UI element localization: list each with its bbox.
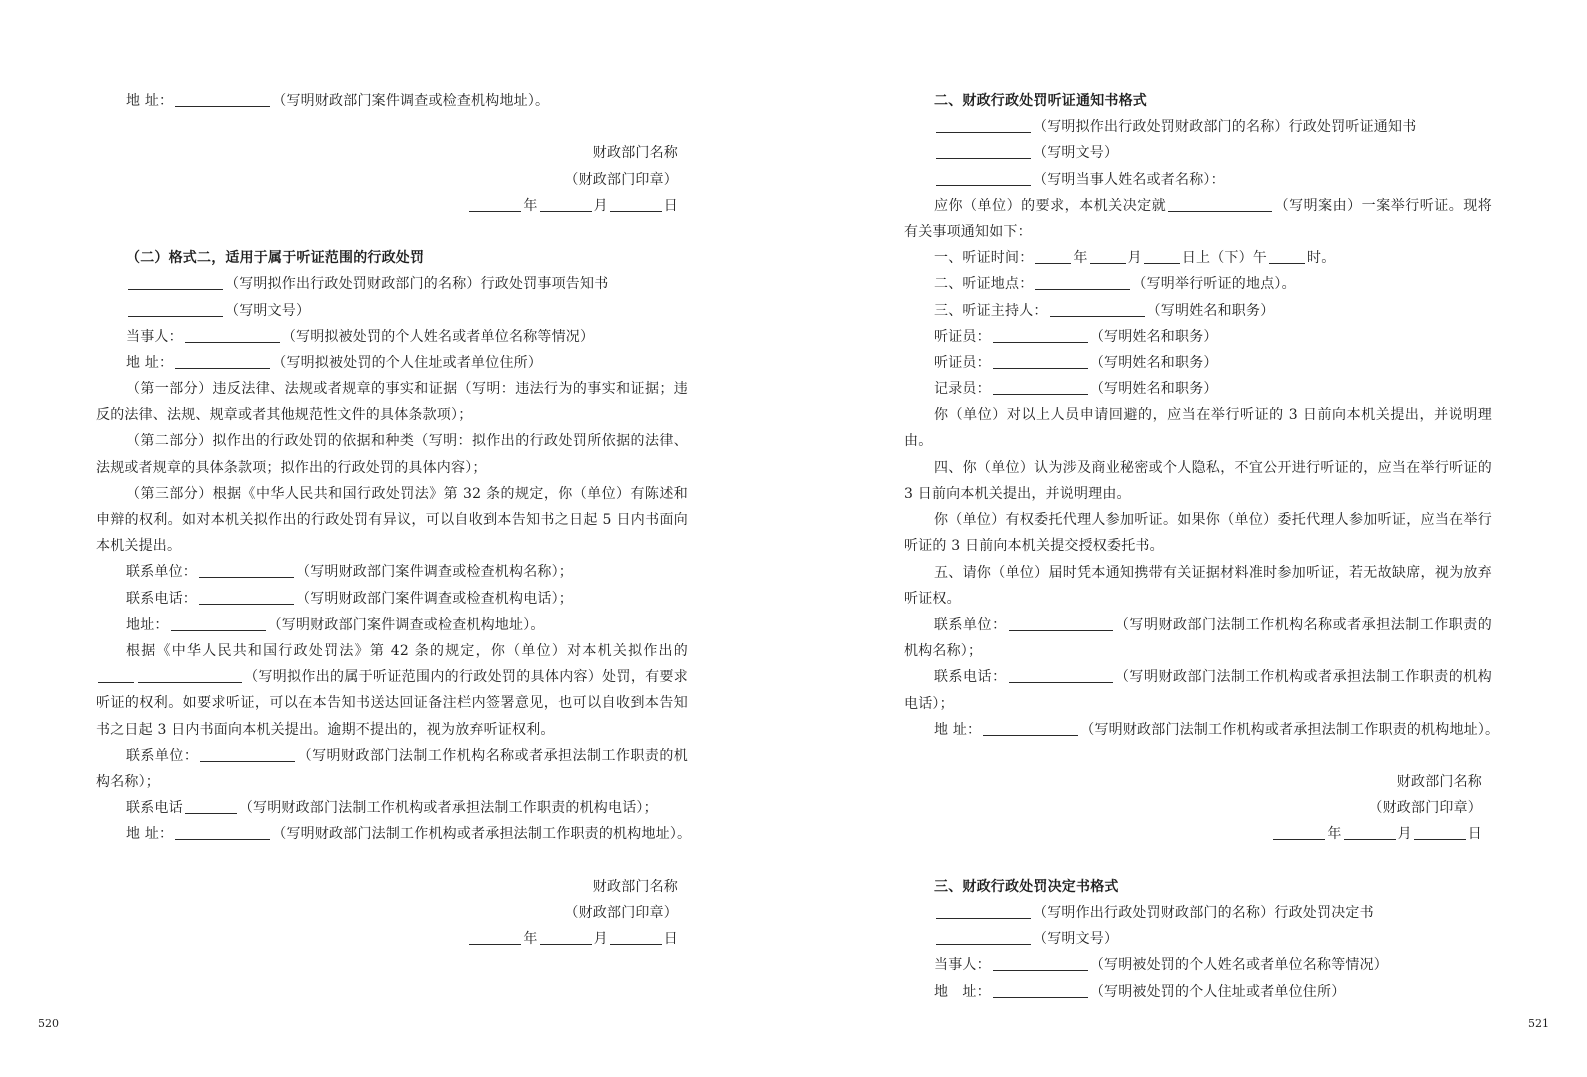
notice-heading: 二、财政行政处罚听证通知书格式 <box>934 93 1147 109</box>
format2-address1: 地址： （写明财政部门案件调查或检查机构地址）。 <box>126 616 545 633</box>
notice-item4: 四、你（单位）认为涉及商业秘密或个人隐私，不宜公开进行听证的，应当在举行听证的 3 日前向本机关提出，并说明理由。 <box>904 459 1492 502</box>
notice-item3-host: 三、听证主持人： （写明姓名和职务） <box>934 302 1275 319</box>
notice-signature-org: 财政部门名称 <box>1396 774 1482 791</box>
right-column <box>904 88 1500 1005</box>
blank-field <box>175 92 270 107</box>
notice-party-line: （写明当事人姓名或者名称）： <box>904 167 1492 193</box>
address-line: 地 址： （写明财政部门案件调查或检查机构地址）。 <box>126 93 550 109</box>
format2-part3: （第三部分）根据《中华人民共和国行政处罚法》第 32 条的规定，你（单位）有陈述和申辩的权利。如对本机关拟作出的行政处罚有异议，可以自收到本告知书之日起 5 日内书面向本机关提出。 <box>96 485 688 555</box>
notice-signature-date: 年 月 日 <box>904 821 1492 847</box>
signature-org: 财政部门名称 <box>592 145 678 162</box>
format2-signature-date: 年 月 日 <box>96 926 688 952</box>
format2-signature-org: 财政部门名称 <box>592 878 678 895</box>
page-number-left: 520 <box>38 1017 59 1030</box>
decision-address-line: 地 址： （写明被处罚的个人住址或者单位住所） <box>934 983 1346 1000</box>
decision-heading: 三、财政行政处罚决定书格式 <box>934 878 1119 895</box>
format2-title-line: （写明拟作出行政处罚财政部门的名称）行政处罚事项告知书 <box>96 271 688 297</box>
decision-docno-line: （写明文号） <box>904 926 1492 952</box>
format2-phone1: 联系电话： （写明财政部门案件调查或检查机构电话）； <box>126 590 573 607</box>
notice-title-line: （写明拟作出行政处罚财政部门的名称）行政处罚听证通知书 <box>904 114 1492 140</box>
left-page <box>0 0 793 1077</box>
format2-hearing-paragraph: 根据《中华人民共和国行政处罚法》第 42 条的规定，你（单位）对本机关拟作出的（写明拟作出的属于听证范围内的行政处罚的具体内容）处罚，有要求听证的权利。如要求听证，可以在本告知书送达回证备注栏内签署意见，也可以自收到本告知书之日起 3 日内书面向本机关提出。逾期不提出的，视为放弃听证权利。 <box>96 643 688 738</box>
format2-part2: （第二部分）拟作出的行政处罚的依据和种类（写明：拟作出的行政处罚所依据的法律、法规或者规章的具体条款项；拟作出的行政处罚的具体内容）； <box>96 433 688 476</box>
signature-date: 年 月 日 <box>96 193 688 219</box>
notice-member1: 听证员： （写明姓名和职务） <box>934 328 1218 345</box>
notice-address: 地 址： （写明财政部门法制工作机构或者承担法制工作职责的机构地址）。 <box>934 721 1500 738</box>
signature-seal: （财政部门印章） <box>564 171 678 188</box>
notice-intro: 应你（单位）的要求，本机关决定就 （写明案由）一案举行听证。现将有关事项通知如下： <box>904 197 1493 240</box>
notice-phone: 联系电话： （写明财政部门法制工作机构或者承担法制工作职责的机构电话）； <box>904 669 1493 712</box>
notice-item5: 五、请你（单位）届时凭本通知携带有关证据材料准时参加听证，若无故缺席，视为放弃听证权。 <box>904 564 1492 607</box>
notice-item2-place: 二、听证地点： （写明举行听证的地点）。 <box>934 276 1296 293</box>
notice-item1-time: 一、听证时间： 年 月 日上（下）午 时。 <box>934 250 1336 267</box>
format2-address2: 地 址： （写明财政部门法制工作机构或者承担法制工作职责的机构地址）。 <box>126 826 692 843</box>
right-page <box>794 0 1587 1077</box>
page-number-right: 521 <box>1528 1017 1549 1030</box>
notice-signature-seal: （财政部门印章） <box>1368 800 1482 817</box>
format2-docno-line: （写明文号） <box>96 298 688 324</box>
notice-member2: 听证员： （写明姓名和职务） <box>934 354 1218 371</box>
format2-phone2: 联系电话 （写明财政部门法制工作机构或者承担法制工作职责的机构电话）； <box>126 800 658 817</box>
format2-heading: （二）格式二，适用于属于听证范围的行政处罚 <box>126 250 425 267</box>
notice-contact: 联系单位： （写明财政部门法制工作机构名称或者承担法制工作职责的机构名称）； <box>904 616 1493 660</box>
notice-recusal: 你（单位）对以上人员申请回避的，应当在举行听证的 3 日前向本机关提出，并说明理由。 <box>904 407 1492 450</box>
format2-address-line: 地 址： （写明拟被处罚的个人住址或者单位住所） <box>126 354 543 371</box>
notice-agent: 你（单位）有权委托代理人参加听证。如果你（单位）委托代理人参加听证，应当在举行听证的 3 日前向本机关提交授权委托书。 <box>904 512 1492 555</box>
format2-part1: （第一部分）违反法律、法规或者规章的事实和证据（写明：违法行为的事实和证据；违反的法律、法规、规章或者其他规范性文件的具体条款项）； <box>96 381 688 424</box>
notice-docno-line: （写明文号） <box>904 140 1492 166</box>
format2-party-line: 当事人： （写明拟被处罚的个人姓名或者单位名称等情况） <box>126 328 595 345</box>
format2-contact1: 联系单位： （写明财政部门案件调查或检查机构名称）； <box>126 564 573 581</box>
notice-recorder: 记录员： （写明姓名和职务） <box>934 381 1218 398</box>
format2-contact2: 联系单位： （写明财政部门法制工作机构名称或者承担法制工作职责的机构名称）； <box>96 747 688 791</box>
format2-signature-seal: （财政部门印章） <box>564 905 678 922</box>
left-column <box>96 88 692 952</box>
decision-party-line: 当事人： （写明被处罚的个人姓名或者单位名称等情况） <box>934 957 1389 974</box>
decision-title-line: （写明作出行政处罚财政部门的名称）行政处罚决定书 <box>904 900 1492 926</box>
